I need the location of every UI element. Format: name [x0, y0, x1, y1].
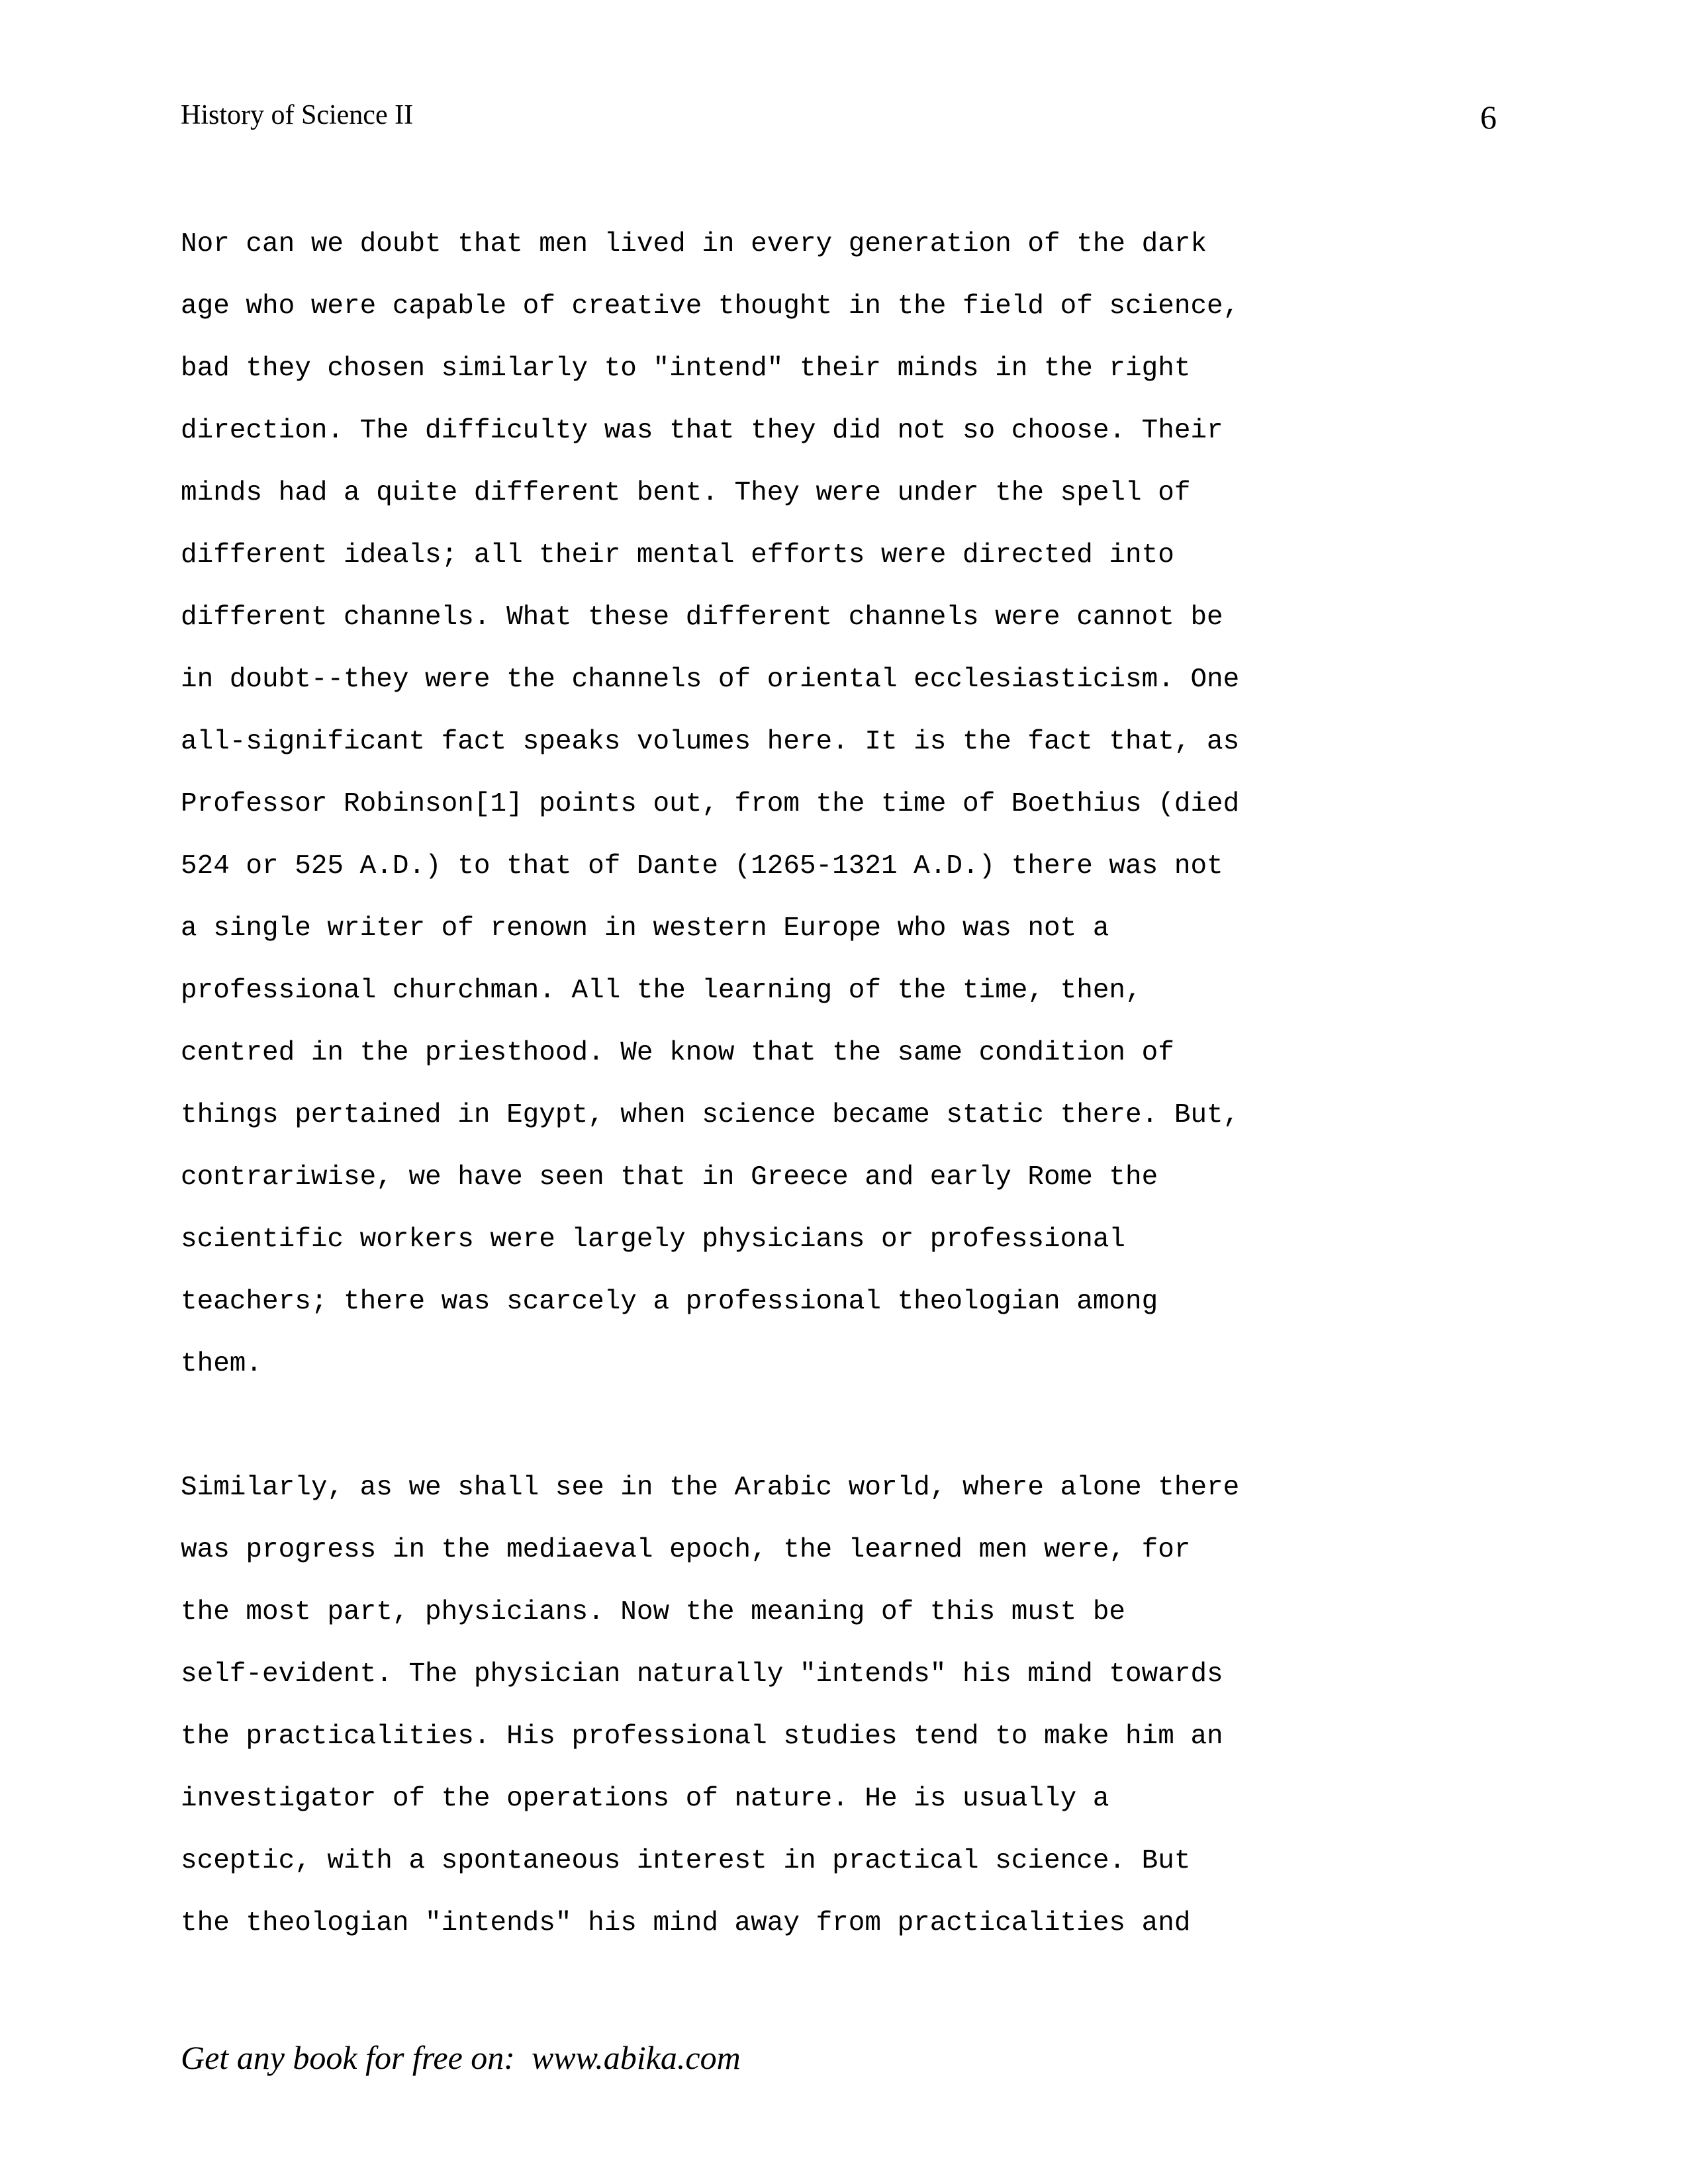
text-line: scientific workers were largely physicians or professional — [181, 1224, 1126, 1255]
text-line: direction. The difficulty was that they did not so choose. Their — [181, 416, 1223, 446]
text-line: professional churchman. All the learning of the time, then, — [181, 976, 1142, 1006]
text-line: self-evident. The physician naturally "intends" his mind towards — [181, 1659, 1223, 1690]
text-line: Nor can we doubt that men lived in every generation of the dark — [181, 229, 1207, 259]
text-line: all-significant fact speaks volumes here. It is the fact that, as — [181, 727, 1240, 757]
text-line: a single writer of renown in western Europe who was not a — [181, 913, 1109, 944]
text-line: 524 or 525 A.D.) to that of Dante (1265-1321 A.D.) there was not — [181, 851, 1223, 882]
text-line: things pertained in Egypt, when science became static there. But, — [181, 1100, 1240, 1130]
text-line: contrariwise, we have seen that in Greece and early Rome the — [181, 1162, 1158, 1193]
text-line: sceptic, with a spontaneous interest in practical science. But — [181, 1846, 1191, 1876]
text-line: Similarly, as we shall see in the Arabic world, where alone there — [181, 1473, 1240, 1503]
running-header-title: History of Science II — [181, 100, 414, 130]
text-line: teachers; there was scarcely a professional theologian among — [181, 1287, 1158, 1317]
page-number: 6 — [1480, 99, 1497, 136]
text-line: in doubt--they were the channels of oriental ecclesiasticism. One — [181, 664, 1240, 695]
paragraph — [181, 1457, 1239, 1954]
text-line: different ideals; all their mental efforts were directed into — [181, 540, 1174, 570]
text-line: minds had a quite different bent. They were under the spell of — [181, 478, 1191, 508]
paragraph — [181, 213, 1239, 1395]
text-line: the theologian "intends" his mind away from practicalities and — [181, 1908, 1191, 1938]
text-line: investigator of the operations of nature. He is usually a — [181, 1784, 1109, 1814]
text-line: different channels. What these different channels were cannot be — [181, 602, 1223, 633]
text-line: was progress in the mediaeval epoch, the learned men were, for — [181, 1535, 1191, 1565]
text-line: them. — [181, 1349, 263, 1379]
text-line: the most part, physicians. Now the meaning of this must be — [181, 1597, 1126, 1627]
text-line: bad they chosen similarly to "intend" their minds in the right — [181, 353, 1191, 384]
text-line: centred in the priesthood. We know that the same condition of — [181, 1038, 1174, 1068]
text-line: age who were capable of creative thought in the field of science, — [181, 291, 1240, 322]
footer-promo-text: Get any book for free on: www.abika.com — [181, 2039, 741, 2076]
text-line: Professor Robinson[1] points out, from the time of Boethius (died — [181, 789, 1240, 819]
text-line: the practicalities. His professional studies tend to make him an — [181, 1721, 1223, 1752]
